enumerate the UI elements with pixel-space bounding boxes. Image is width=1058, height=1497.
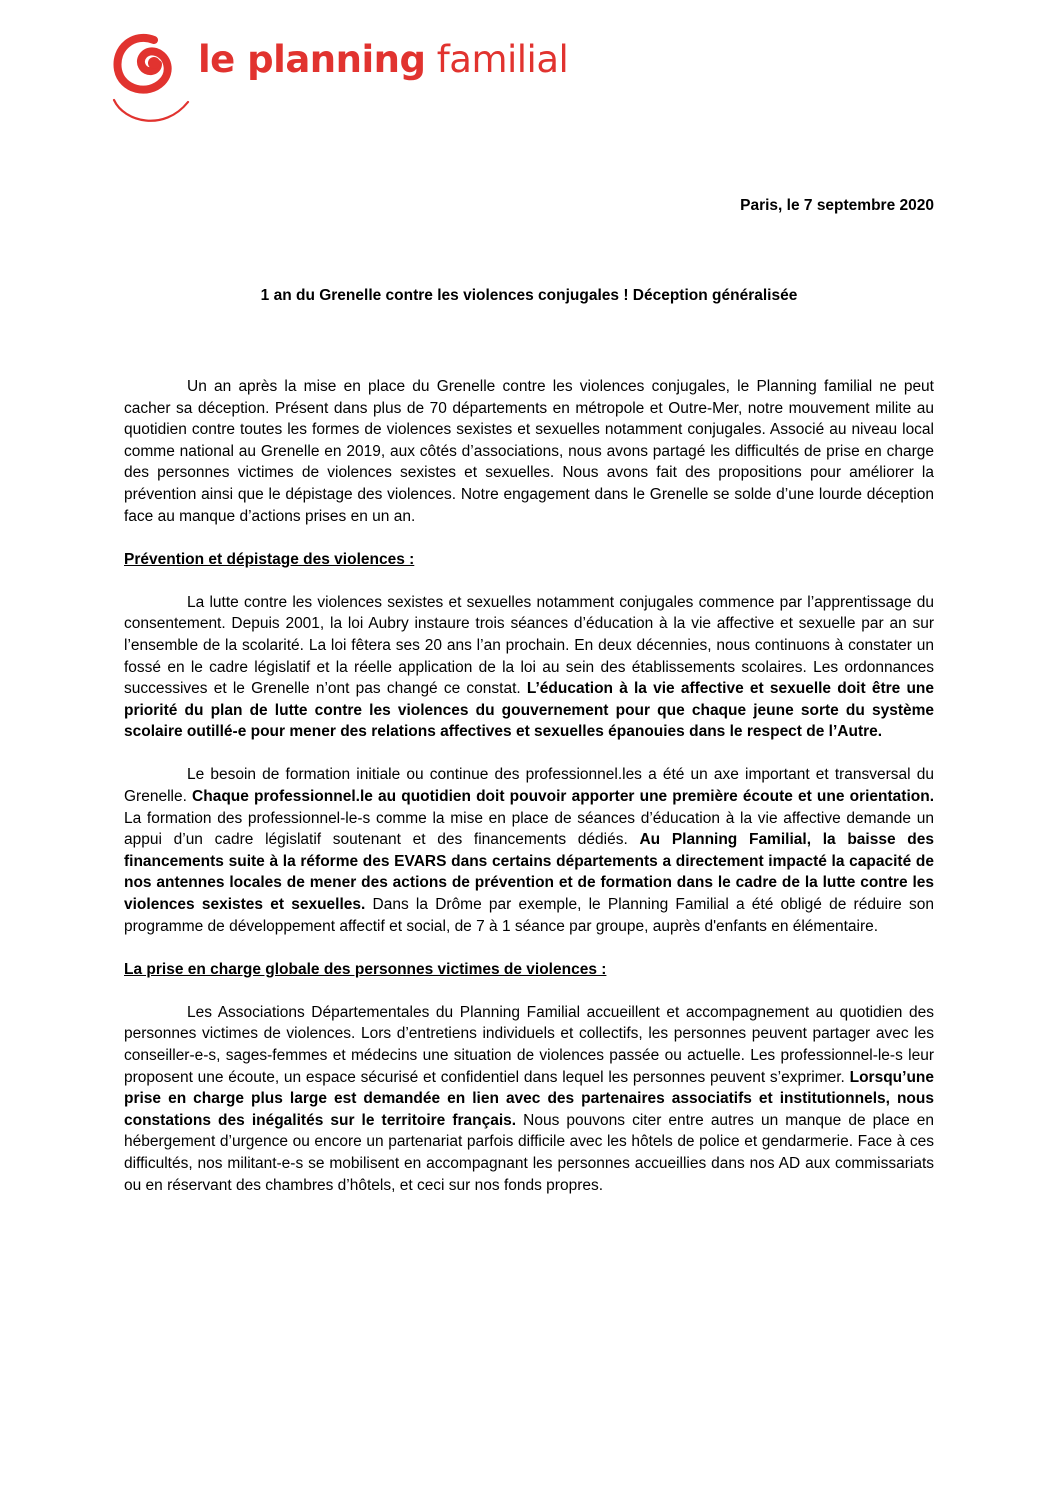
logo-text-le-planning: le planning — [198, 38, 426, 81]
intro-paragraph: Un an après la mise en place du Grenelle contre les violences conjugales, le Planning familial ne peut cacher sa déception. Présent dans plus de 70 départements en métropole et Outre-Mer, notre mouvement milite au quotidien contre toutes les formes de violences sexistes et sexuelles notamment conjugales. Associé au niveau local comme national au Grenelle en 2019, aux côtés d’associations, nous avons partagé les difficultés de prise en charge des personnes victimes de violences sexistes et sexuelles. Nous avons fait des propositions pour améliorer la prévention ainsi que le dépistage des violences. Notre engagement dans le Grenelle se solde d’une lourde déception face au manque d’actions prises en un an. — [124, 378, 934, 525]
logo-text-familial: familial — [436, 38, 569, 81]
logo-wordmark — [198, 38, 568, 81]
prevention-p2-c: La formation des professionnel-le-s comme la mise en place de séances d’éducation à la vie affective demande un appui d’un cadre législatif soutenant et des financements dédiés. — [124, 809, 934, 849]
planning-familial-swirl-icon — [106, 30, 196, 130]
section-heading-prise-en-charge: La prise en charge globale des personnes victimes de violences : — [124, 960, 607, 978]
section-heading-prevention: Prévention et dépistage des violences : — [124, 550, 415, 568]
prevention-paragraph-2 — [124, 764, 934, 937]
document-title: 1 an du Grenelle contre les violences conjugales ! Déception généralisée — [260, 287, 798, 304]
prevention-p1-text: La lutte contre les violences sexistes et sexuelles notamment conjugales commence par l’apprentissage du consentement. Depuis 2001, la loi Aubry instaure trois séances d’éducation à la vie affective et sexuelle par an sur l’ensemble de la scolarité. La loi fêtera ses 20 ans l’an prochain. En deux décennies, nous continuons à constater un fossé en le cadre législatif et la réelle application de la loi au sein des établissements scolaires. Les ordonnances successives et le Grenelle n’ont pas changé ce constat. — [124, 593, 934, 698]
logo — [106, 30, 606, 130]
prevention-p2-b: Chaque professionnel.le au quotidien doit pouvoir apporter une première écoute et une orientation. — [192, 788, 934, 805]
prise-p1-a: Les Associations Départementales du Planning Familial accueillent et accompagnement au quotidien des personnes victimes de violences. Lors d’entretiens individuels et collectifs, les personnes peuvent partager avec les conseiller-e-s, sages-femmes et médecins une situation de violences passée ou actuelle. Les professionnel-le-s leur proposent une écoute, un espace sécurisé et confidentiel dans lequel les personnes peuvent s’exprimer. — [124, 1003, 934, 1086]
prevention-p2-e: Dans la Drôme par exemple, le Planning Familial a été obligé de réduire son programme de développement affectif et social, de 7 à 1 séance par groupe, auprès d'enfants en élémentaire. — [124, 895, 934, 935]
prevention-p1-bold: L’éducation à la vie affective et sexuelle doit être une priorité du plan de lutte contre les violences du gouvernement pour que chaque jeune sorte du système scolaire outillé-e pour mener des relations affectives et sexuelles épanouies dans le respect de l’Autre. — [124, 680, 934, 741]
prise-p1-c: Nous pouvons citer entre autres un manque de place en hébergement d’urgence ou encore un partenariat parfois difficile avec les hôtels de police et gendarmerie. Face à ces difficultés, nos militant-e-s se mobilisent en accompagnant les personnes accueillies dans nos AD aux commissariats ou en réservant des chambres d’hôtels, et ceci sur nos fonds propres. — [124, 1111, 934, 1194]
prise-p1-b: Lorsqu’une prise en charge plus large est demandée en lien avec des partenaires associatifs et institutionnels, nous constations des inégalités sur le territoire français. — [124, 1068, 934, 1129]
prevention-paragraph-1 — [124, 592, 934, 743]
document-date: Paris, le 7 septembre 2020 — [740, 197, 934, 214]
prise-en-charge-paragraph — [124, 1002, 934, 1196]
prevention-p2-d: Au Planning Familial, la baisse des financements suite à la réforme des EVARS dans certains départements a directement impacté la capacité de nos antennes locales de mener des actions de prévention et de formation dans le cadre de la lutte contre les violences sexistes et sexuelles. — [124, 831, 934, 913]
document-body — [124, 376, 934, 1218]
prevention-p2-a: Le besoin de formation initiale ou continue des professionnel.les a été un axe important et transversal du Grenelle. — [124, 766, 934, 805]
